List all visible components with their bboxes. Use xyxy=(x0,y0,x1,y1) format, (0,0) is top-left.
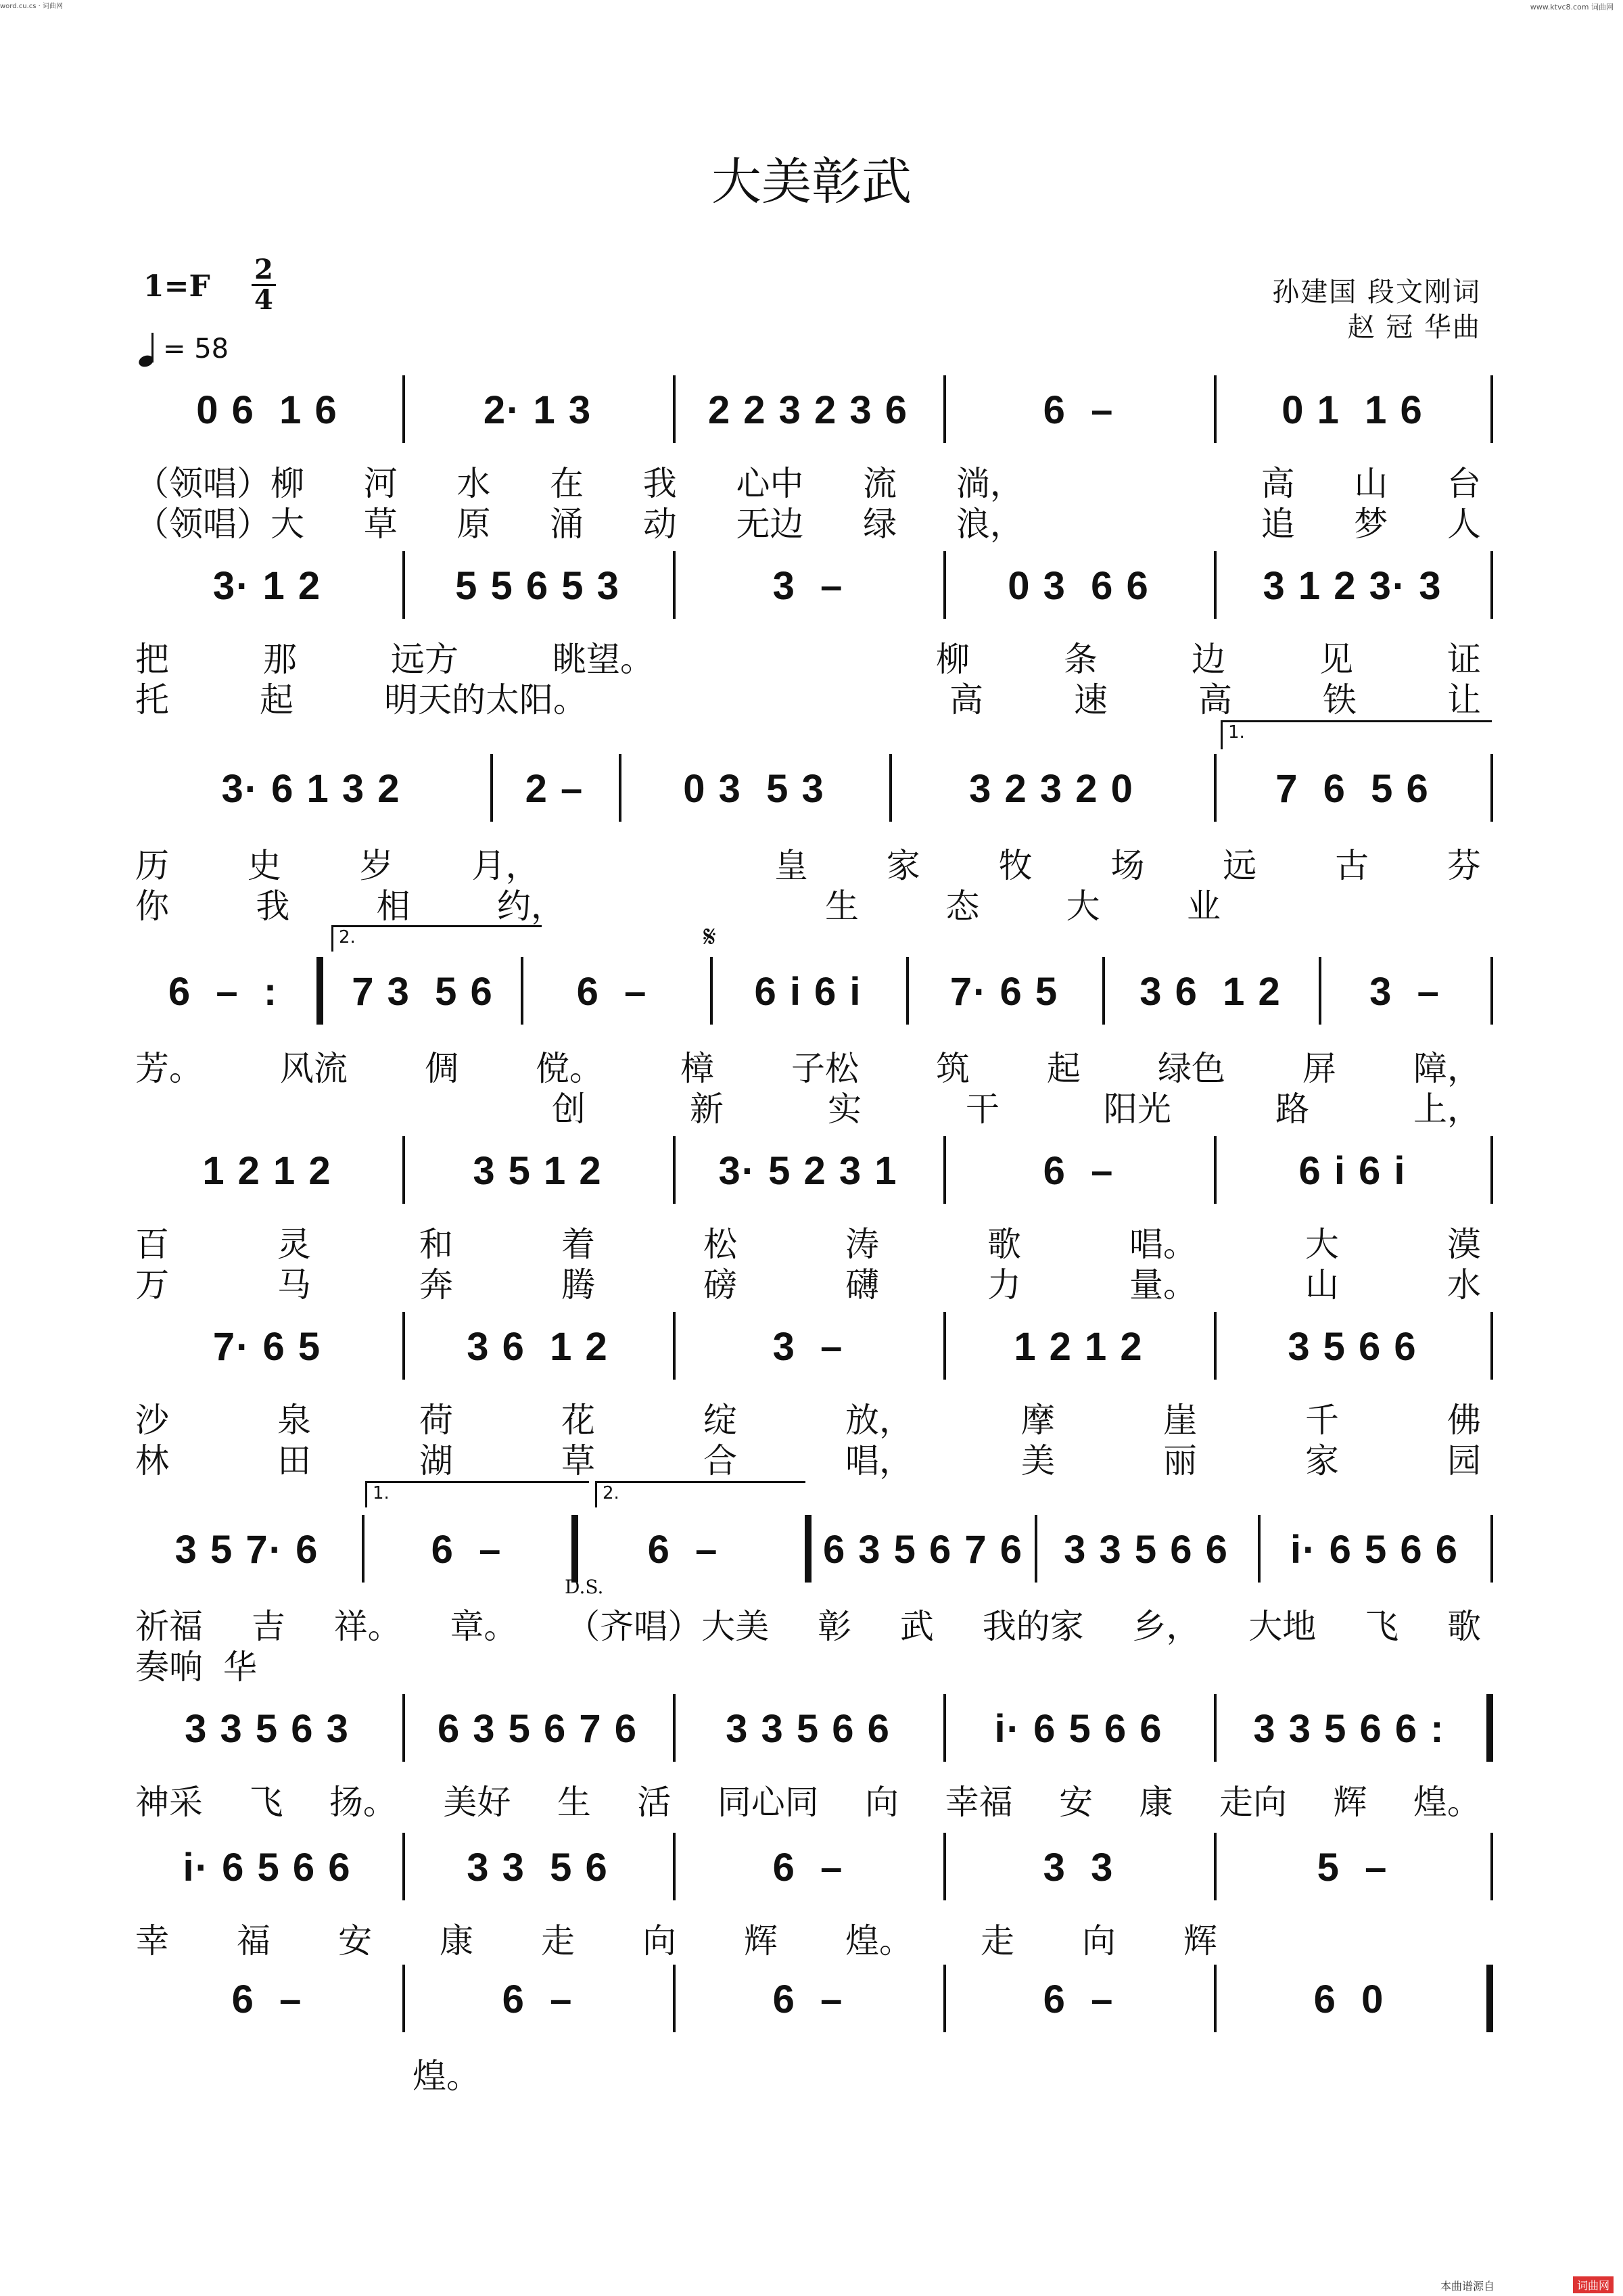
lyric-line: （领唱）柳 河 水 在 我 心中 流 淌， 高 山 台 xyxy=(135,464,1481,503)
dal-segno-mark: D.S. xyxy=(565,1576,604,1598)
measure: 6 i 6 i xyxy=(754,970,862,1014)
measure: i· 6 5 6 6 xyxy=(1290,1528,1459,1572)
lyric-line: 奏响 华 xyxy=(135,1647,257,1687)
lyric-line: 把 那 远方 眺望。 柳 条 边 见 证 xyxy=(135,640,1481,679)
measure: 1 2 1 2 xyxy=(1014,1325,1144,1369)
measure: 3 5 7· 6 xyxy=(174,1528,319,1572)
score-row-4 xyxy=(135,957,1495,1025)
meter-bottom: 4 xyxy=(254,284,273,316)
measure: 6 – xyxy=(231,1977,303,2021)
measure: 3 3 5 6 6 xyxy=(726,1707,891,1751)
measure: 3 5 1 2 xyxy=(473,1149,603,1193)
measure: 7· 6 5 xyxy=(949,970,1059,1014)
score-row-2 xyxy=(135,551,1495,619)
source-note: 本曲谱源自 xyxy=(1440,2280,1495,2293)
site-watermark-top-left: word.cu.cs · 词曲网 xyxy=(0,3,64,10)
measure: 3· 1 2 xyxy=(212,564,322,608)
measure: 6 – xyxy=(1043,388,1114,432)
lyric-line: 创 新 实 干 阳光 路 上， xyxy=(552,1090,1481,1129)
measure: 6 – xyxy=(502,1977,573,2021)
lyric-line: 万 马 奔 腾 磅 礴 力 量。 山 水 xyxy=(135,1265,1481,1305)
measure: 3 1 2 3· 3 xyxy=(1263,564,1442,608)
measure: 2 – xyxy=(525,767,584,811)
score-row-5 xyxy=(135,1136,1495,1204)
meter-top: 2 xyxy=(252,256,276,286)
measure: 3 – xyxy=(772,564,844,608)
volta-2: 2. xyxy=(595,1481,805,1507)
measure: 0 3 6 6 xyxy=(1008,564,1150,608)
measure: 6 0 xyxy=(1313,1977,1385,2021)
site-logo: 词曲网 xyxy=(1573,2276,1614,2293)
score-row-1 xyxy=(135,375,1495,443)
measure: 3 3 5 6 6 xyxy=(1064,1528,1229,1572)
measure: 7 6 5 6 xyxy=(1275,767,1430,811)
measure: 6 – xyxy=(772,1846,844,1890)
measure: 3 – xyxy=(772,1325,844,1369)
key-signature: 1=F xyxy=(143,269,210,304)
lyric-line: 祈福 吉 祥。 章。 （齐唱）大美 彰 武 我的家 乡， 大地 飞 歌 xyxy=(135,1607,1481,1646)
measure: 3 – xyxy=(1369,970,1440,1014)
time-signature xyxy=(252,256,276,314)
measure: 1 2 1 2 xyxy=(202,1149,332,1193)
measure: 3 3 5 6 xyxy=(467,1846,609,1890)
measure: 6 3 5 6 7 6 xyxy=(822,1528,1024,1572)
tempo-marking xyxy=(139,331,229,367)
measure: 3 2 3 2 0 xyxy=(969,767,1134,811)
score-row-10 xyxy=(135,1965,1495,2032)
measure: 0 3 5 3 xyxy=(683,767,825,811)
lyric-line: （领唱）大 草 原 涌 动 无边 绿 浪， 追 梦 人 xyxy=(135,505,1481,544)
measure: 6 – xyxy=(576,970,648,1014)
measure: 6 – : xyxy=(168,970,279,1014)
measure: 7· 6 5 xyxy=(212,1325,322,1369)
lyric-line: 芳。 风流 倜 傥。 樟 子松 筑 起 绿色 屏 障， xyxy=(135,1049,1481,1088)
measure: 0 1 1 6 xyxy=(1281,388,1424,432)
lyricist-credit: 孙建国 段文刚词 xyxy=(1272,277,1481,308)
measure: 6 – xyxy=(431,1528,502,1572)
measure: 3 3 xyxy=(1043,1846,1114,1890)
lyric-line: 沙 泉 荷 花 绽 放， 摩 崖 千 佛 xyxy=(135,1401,1481,1440)
lyric-line: 你 我 相 约， 生 态 大 业 xyxy=(135,887,1221,926)
score-row-6 xyxy=(135,1312,1495,1380)
tempo-value: = 58 xyxy=(163,333,229,365)
measure: 6 – xyxy=(647,1528,719,1572)
measure: 3· 6 1 3 2 xyxy=(221,767,401,811)
lyric-line: 托 起 明天的太阳。 高 速 高 铁 让 xyxy=(135,680,1481,720)
measure: 5 – xyxy=(1317,1846,1388,1890)
measure: i· 6 5 6 6 xyxy=(994,1707,1163,1751)
score-row-9 xyxy=(135,1833,1495,1900)
measure: 6 i 6 i xyxy=(1298,1149,1407,1193)
volta-1: 1. xyxy=(365,1481,589,1507)
measure: 2· 1 3 xyxy=(483,388,592,432)
score-row-7 xyxy=(135,1515,1495,1583)
measure: 7 3 5 6 xyxy=(352,970,494,1014)
lyric-line: 神采 飞 扬。 美好 生 活 同心同 向 幸福 安 康 走向 辉 煌。 xyxy=(135,1783,1481,1822)
measure: 6 – xyxy=(772,1977,844,2021)
measure: 0 6 1 6 xyxy=(196,388,338,432)
composer-credit: 赵 冠 华曲 xyxy=(1347,312,1481,343)
measure: 3 3 5 6 3 xyxy=(185,1707,350,1751)
score-row-8 xyxy=(135,1694,1495,1762)
quarter-note-icon xyxy=(139,331,158,367)
measure: 6 – xyxy=(1043,1149,1114,1193)
song-title: 大美彰武 xyxy=(711,153,912,211)
measure: 3 6 1 2 xyxy=(467,1325,609,1369)
measure: 5 5 6 5 3 xyxy=(455,564,620,608)
measure: 6 3 5 6 7 6 xyxy=(437,1707,638,1751)
lyric-line: 林 田 湖 草 合 唱， 美 丽 家 园 xyxy=(135,1441,1481,1480)
lyric-line: 煌。 xyxy=(413,2057,480,2096)
measure: i· 6 5 6 6 xyxy=(183,1846,352,1890)
lyric-line: 历 史 岁 月， 皇 家 牧 场 远 古 芬 xyxy=(135,846,1481,885)
measure: 3· 5 2 3 1 xyxy=(718,1149,898,1193)
volta-1: 1. xyxy=(1221,720,1492,749)
score-row-3 xyxy=(135,754,1495,822)
measure: 3 3 5 6 6 : xyxy=(1253,1707,1445,1751)
measure: 2 2 3 2 3 6 xyxy=(707,388,909,432)
measure: 6 – xyxy=(1043,1977,1114,2021)
lyric-line: 幸 福 安 康 走 向 辉 煌。 走 向 辉 xyxy=(135,1921,1217,1961)
segno-icon: 𝄋 xyxy=(703,920,716,954)
site-watermark-top-right: www.ktvc8.com 词曲网 xyxy=(1530,3,1614,11)
volta-2: 2. xyxy=(331,925,542,952)
lyric-line: 百 灵 和 着 松 涛 歌 唱。 大 漠 xyxy=(135,1225,1481,1264)
measure: 3 6 1 2 xyxy=(1139,970,1281,1014)
measure: 3 5 6 6 xyxy=(1288,1325,1417,1369)
